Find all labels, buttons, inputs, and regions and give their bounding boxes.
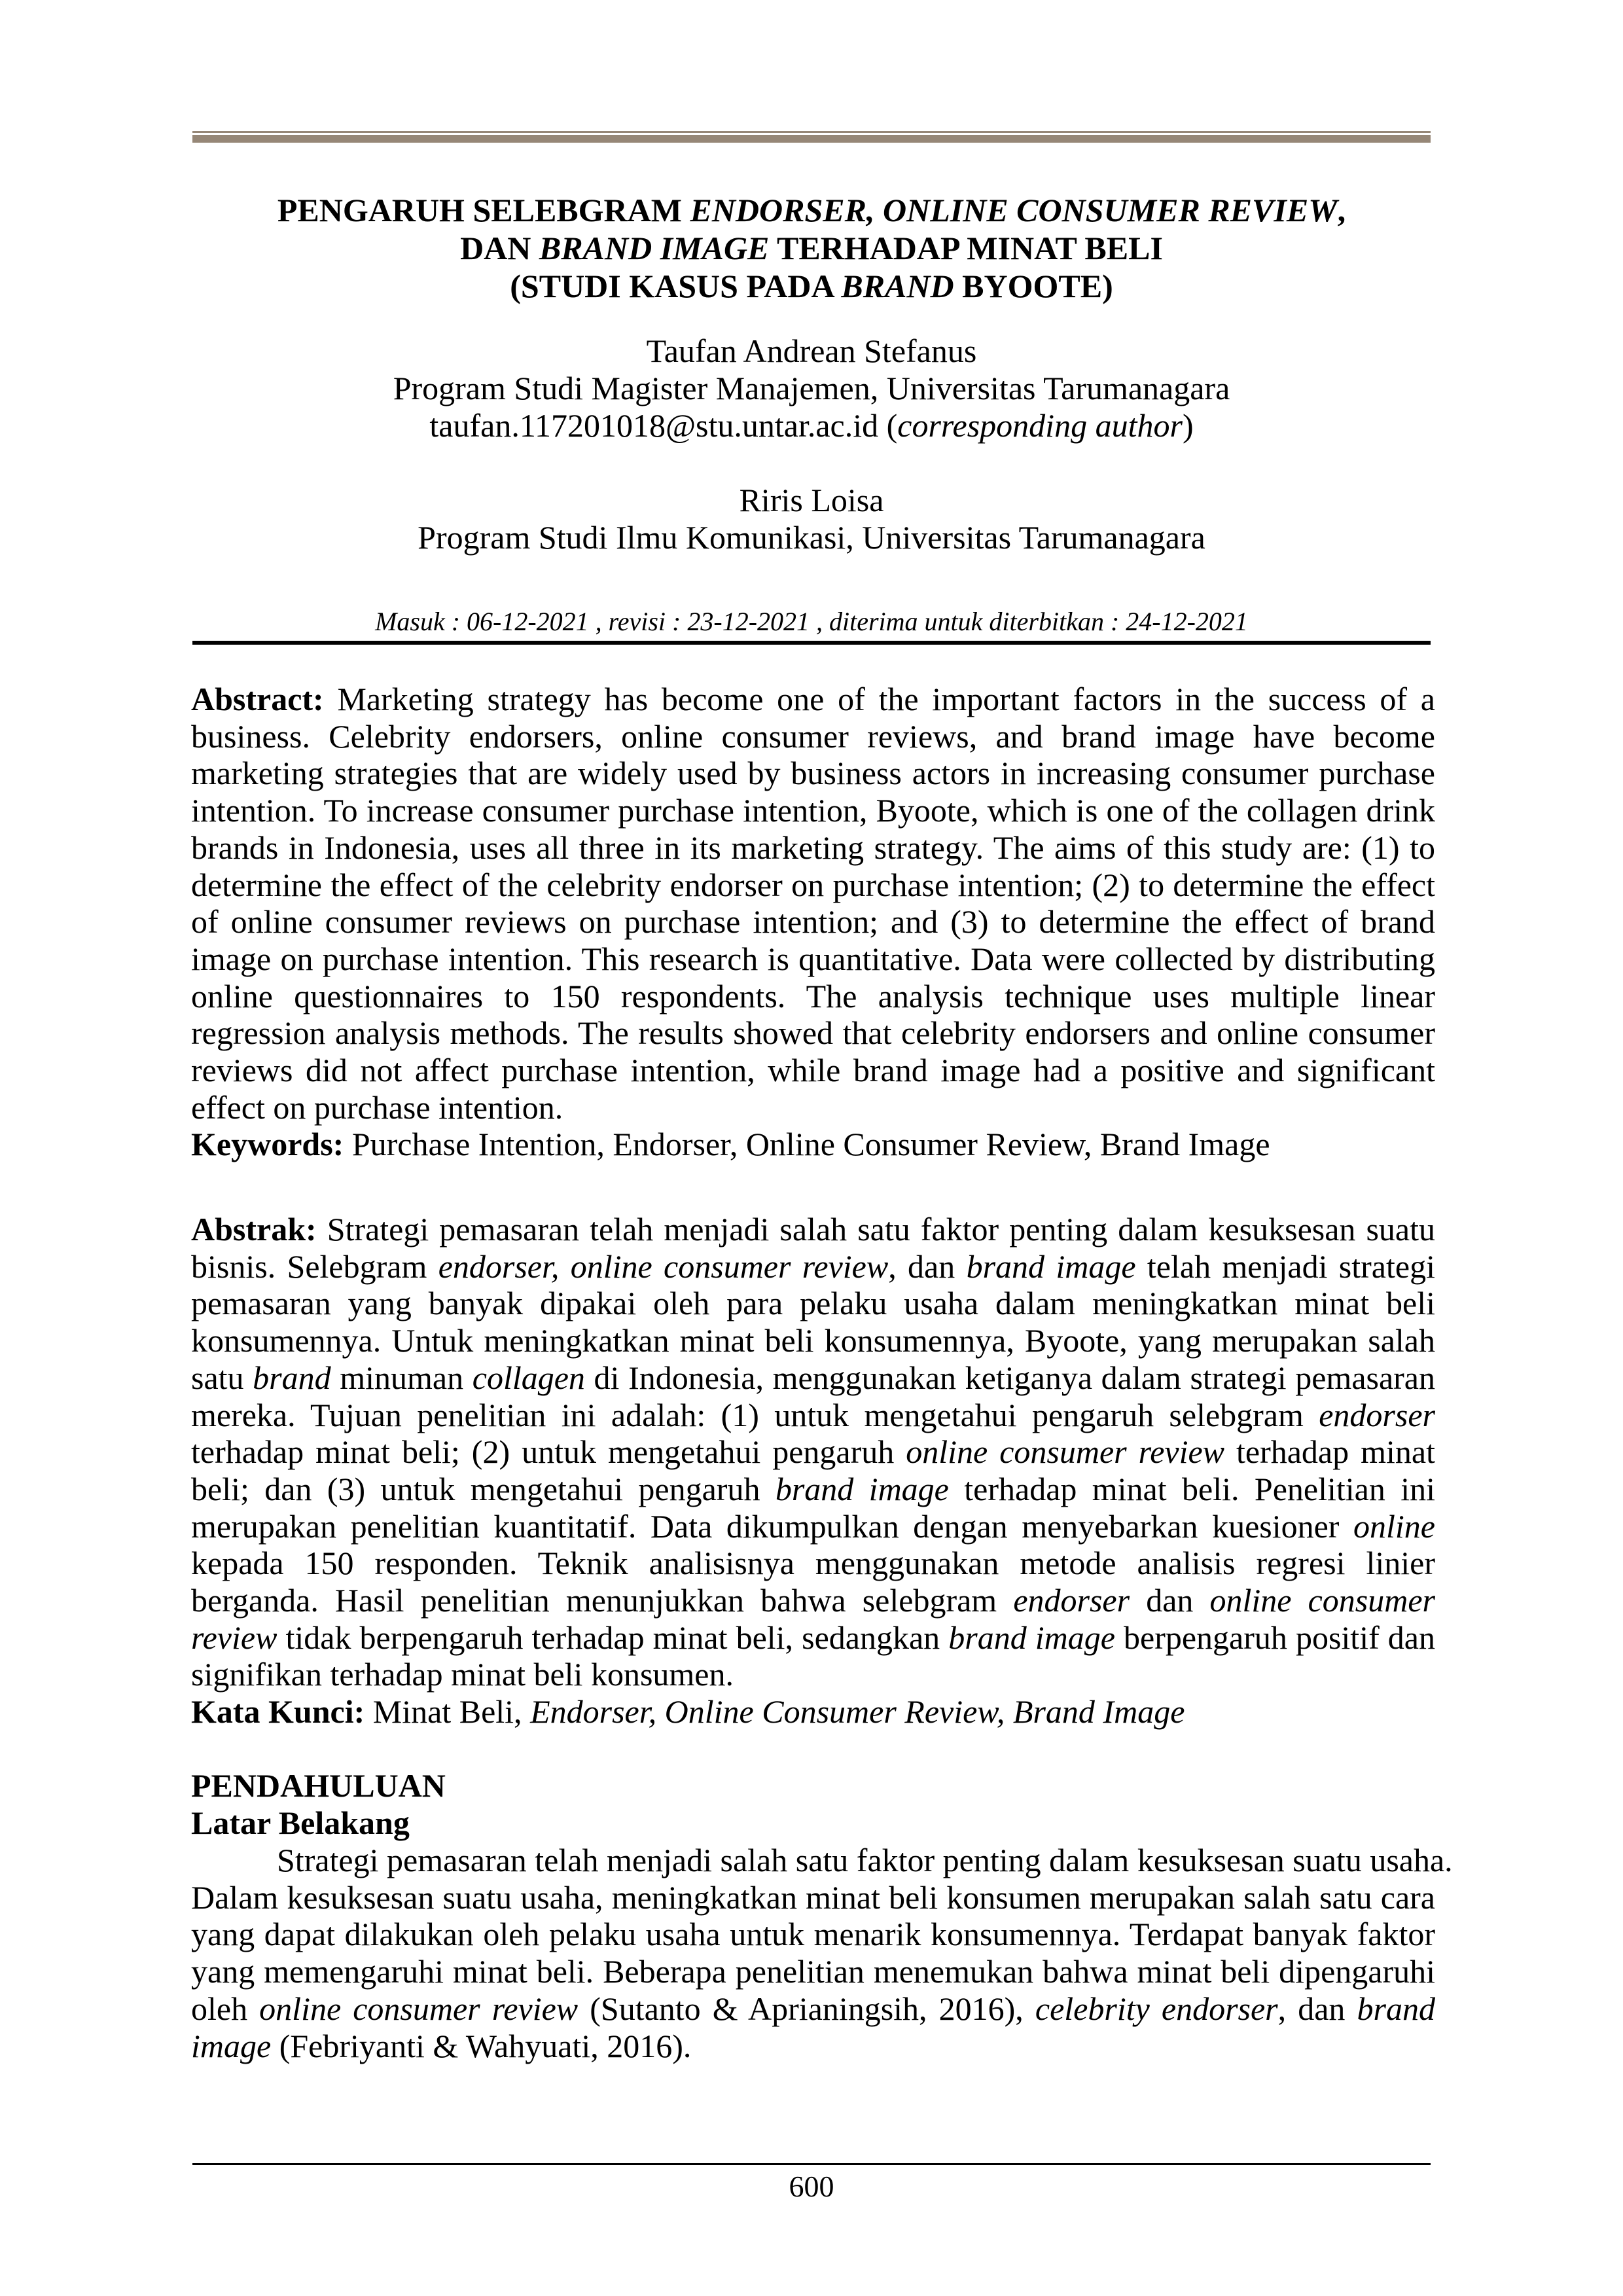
text: terhadap minat beli; (2) untuk mengetahui pengaruh bbox=[191, 1433, 906, 1471]
text: Marketing strategy has become one of the important factors in the success of a bbox=[323, 681, 1435, 717]
text: bisnis. Selebgram bbox=[191, 1247, 438, 1285]
text: regression analysis methods. The results showed that celebrity endorsers and online consumer bbox=[191, 1014, 1435, 1052]
text-italic: collagen bbox=[472, 1359, 585, 1396]
submission-dates: Masuk : 06-12-2021 , revisi : 23-12-2021 , diterima untuk diterbitkan : 24-12-2021 bbox=[375, 607, 1248, 636]
text: terhadap minat beli. Penelitian ini bbox=[948, 1470, 1436, 1507]
author-name: Taufan Andrean Stefanus bbox=[646, 332, 977, 369]
text: pemasaran yang banyak dipakai oleh para pelaku usaha dalam meningkatkan minat beli bbox=[191, 1285, 1435, 1322]
text-line bbox=[191, 792, 1435, 829]
text: intention. To increase consumer purchase intention, Byoote, which is one of the collagen drink bbox=[191, 792, 1435, 829]
text-line bbox=[191, 1433, 1435, 1471]
text-line bbox=[191, 1089, 1435, 1126]
keywords-label: Keywords: bbox=[191, 1126, 344, 1163]
text-italic: brand image bbox=[948, 1619, 1115, 1656]
author-email[interactable]: taufan.117201018@stu.untar.ac.id bbox=[429, 407, 879, 444]
author-name: Riris Loisa bbox=[739, 482, 884, 518]
title-segment: TERHADAP MINAT BELI bbox=[769, 230, 1163, 266]
text-line bbox=[191, 1508, 1435, 1545]
text: satu bbox=[191, 1359, 253, 1396]
abstract-english bbox=[191, 681, 1435, 1163]
text-line bbox=[191, 681, 1435, 718]
intro-paragraph bbox=[191, 1842, 1453, 2064]
text-italic: brand image bbox=[966, 1247, 1136, 1285]
title-segment-italic: BRAND bbox=[841, 268, 954, 304]
title-segment: PENGARUH SELEBGRAM bbox=[277, 192, 690, 228]
text: business. Celebrity endorsers, online consumer reviews, and brand image have become bbox=[191, 717, 1435, 755]
text-line bbox=[191, 1471, 1435, 1508]
title-segment: (STUDI KASUS PADA bbox=[510, 268, 842, 304]
text-line bbox=[191, 1014, 1435, 1052]
text-line bbox=[191, 1953, 1435, 1990]
page-number: 600 bbox=[789, 2170, 834, 2203]
text: yang dapat dilakukan oleh pelaku usaha untuk menarik konsumennya. Terdapat banyak faktor bbox=[191, 1916, 1435, 1953]
keywords-label: Kata Kunci: bbox=[191, 1693, 365, 1731]
text: reviews did not affect purchase intention, while brand image had a positive and significant bbox=[191, 1052, 1435, 1089]
text-line bbox=[191, 2028, 1435, 2065]
title-segment-italic: BRAND IMAGE bbox=[539, 230, 770, 266]
text: minuman bbox=[330, 1359, 473, 1396]
text-line bbox=[191, 1990, 1435, 2028]
text-line bbox=[191, 1879, 1435, 1916]
text-italic: image bbox=[191, 2027, 272, 2064]
text: tidak berpengaruh terhadap minat beli, sedangkan bbox=[277, 1619, 949, 1656]
footer-divider bbox=[192, 2163, 1431, 2165]
text-line bbox=[191, 1397, 1435, 1434]
text-italic: brand bbox=[1357, 1990, 1435, 2027]
title-line-2 bbox=[192, 229, 1431, 267]
text-line bbox=[191, 1322, 1435, 1359]
text-line bbox=[191, 1359, 1435, 1397]
text-line bbox=[191, 1582, 1435, 1619]
text: di Indonesia, menggunakan ketiganya dalam strategi pemasaran bbox=[584, 1359, 1436, 1396]
text-line bbox=[191, 755, 1435, 792]
text: konsumennya. Untuk meningkatkan minat beli konsumennya, Byoote, yang merupakan salah bbox=[191, 1322, 1435, 1359]
text-italic: endorser bbox=[1013, 1582, 1130, 1619]
text-line bbox=[191, 1545, 1435, 1582]
text-line bbox=[191, 1211, 1435, 1248]
text: marketing strategies that are widely used by business actors in increasing consumer purchase bbox=[191, 755, 1435, 792]
author-block-1 bbox=[192, 332, 1431, 444]
text: online questionnaires to 150 respondents. The analysis technique uses multiple linear bbox=[191, 977, 1435, 1014]
text-italic: review bbox=[191, 1619, 277, 1656]
text-line bbox=[191, 978, 1435, 1015]
abstract-indonesian bbox=[191, 1211, 1435, 1731]
text-line bbox=[191, 829, 1435, 867]
abstract-label: Abstract: bbox=[191, 681, 324, 717]
text-italic: online bbox=[1353, 1507, 1435, 1545]
title-line-1 bbox=[192, 191, 1431, 229]
text: signifikan terhadap minat beli konsumen. bbox=[191, 1656, 734, 1693]
text: berganda. Hasil penelitian menunjukkan bahwa selebgram bbox=[191, 1582, 1014, 1619]
text-line bbox=[191, 718, 1435, 755]
text-italic: online consumer review bbox=[259, 1990, 579, 2027]
text-italic: celebrity endorser bbox=[1035, 1990, 1278, 2027]
text: image on purchase intention. This research is quantitative. Data were collected by distributing bbox=[191, 940, 1435, 977]
subsection-heading: Latar Belakang bbox=[191, 1804, 410, 1841]
text-line bbox=[191, 1619, 1435, 1657]
author-affiliation: Program Studi Ilmu Komunikasi, Universitas Tarumanagara bbox=[418, 519, 1205, 556]
corresponding-author-note: corresponding author bbox=[897, 407, 1183, 444]
text: Strategi pemasaran telah menjadi salah satu faktor penting dalam kesuksesan suatu bbox=[316, 1211, 1435, 1247]
title-segment: BYOOTE) bbox=[954, 268, 1113, 304]
text: Minat Beli, bbox=[365, 1693, 531, 1731]
text: effect on purchase intention. bbox=[191, 1088, 563, 1126]
abstract-label: Abstrak: bbox=[191, 1211, 317, 1247]
text-line bbox=[191, 1248, 1435, 1285]
text: mereka. Tujuan penelitian ini adalah: (1) untuk mengetahui pengaruh selebgram bbox=[191, 1396, 1319, 1433]
section-heading: PENDAHULUAN bbox=[191, 1767, 446, 1804]
title-segment: DAN bbox=[460, 230, 539, 266]
text: (Sutanto & Aprianingsih, 2016), bbox=[578, 1990, 1035, 2027]
text: kepada 150 responden. Teknik analisisnya menggunakan metode analisis regresi linier bbox=[191, 1545, 1435, 1582]
text: (Febriyanti & Wahyuati, 2016). bbox=[271, 2027, 692, 2064]
text: of online consumer reviews on purchase intention; and (3) to determine the effect of brand bbox=[191, 903, 1435, 941]
text: berpengaruh positif dan bbox=[1115, 1619, 1435, 1656]
text: Dalam kesuksesan suatu usaha, meningkatkan minat beli konsumen merupakan salah satu cara bbox=[191, 1878, 1435, 1916]
header-rule-thin bbox=[192, 131, 1431, 133]
text-italic: endorser, online consumer review bbox=[438, 1247, 889, 1285]
text: dan bbox=[1130, 1582, 1210, 1619]
text: Strategi pemasaran telah menjadi salah satu faktor penting dalam kesuksesan suatu usaha. bbox=[277, 1842, 1453, 1878]
text: yang memengaruhi minat beli. Beberapa penelitian menemukan bahwa minat beli dipengaruhi bbox=[191, 1953, 1435, 1990]
text: , dan bbox=[888, 1247, 967, 1285]
text: , dan bbox=[1277, 1990, 1357, 2027]
text: Purchase Intention, Endorser, Online Consumer Review, Brand Image bbox=[344, 1126, 1270, 1163]
text-line bbox=[191, 941, 1435, 978]
text-line bbox=[191, 1842, 1453, 1879]
author-block-2 bbox=[192, 482, 1431, 556]
author-email-line: taufan.117201018@stu.untar.ac.id (corresponding author) bbox=[429, 407, 1194, 444]
text-italic: Endorser, Online Consumer Review, Brand Image bbox=[530, 1693, 1185, 1731]
header-rule-thick bbox=[192, 135, 1431, 143]
header-divider bbox=[192, 641, 1431, 645]
text-italic: online consumer bbox=[1209, 1582, 1435, 1619]
text-italic: brand image bbox=[775, 1470, 949, 1507]
keywords-line bbox=[191, 1126, 1435, 1163]
keywords-line bbox=[191, 1693, 1435, 1731]
text: brands in Indonesia, uses all three in its marketing strategy. The aims of this study are: (1) to bbox=[191, 829, 1435, 866]
text-italic: brand bbox=[253, 1359, 331, 1396]
text: beli; dan (3) untuk mengetahui pengaruh bbox=[191, 1470, 776, 1507]
text: terhadap minat bbox=[1224, 1433, 1435, 1471]
text-line bbox=[191, 1916, 1435, 1953]
author-affiliation: Program Studi Magister Manajemen, Universitas Tarumanagara bbox=[393, 370, 1230, 406]
text-italic: endorser bbox=[1319, 1396, 1435, 1433]
text-line bbox=[191, 1052, 1435, 1089]
text: merupakan penelitian kuantitatif. Data dikumpulkan dengan menyebarkan kuesioner bbox=[191, 1507, 1354, 1545]
text: determine the effect of the celebrity endorser on purchase intention; (2) to determine the effect bbox=[191, 866, 1435, 903]
title-line-3 bbox=[192, 267, 1431, 305]
text-line bbox=[191, 1656, 1435, 1693]
paper-title bbox=[192, 191, 1431, 305]
text: telah menjadi strategi bbox=[1135, 1247, 1435, 1285]
text: oleh bbox=[191, 1990, 260, 2027]
text-italic: online consumer review bbox=[906, 1433, 1225, 1471]
title-segment: , bbox=[1337, 192, 1346, 228]
text-line bbox=[191, 867, 1435, 904]
title-segment-italic: ENDORSER, ONLINE CONSUMER REVIEW bbox=[690, 192, 1338, 228]
text-line bbox=[191, 1285, 1435, 1322]
text-line bbox=[191, 903, 1435, 941]
